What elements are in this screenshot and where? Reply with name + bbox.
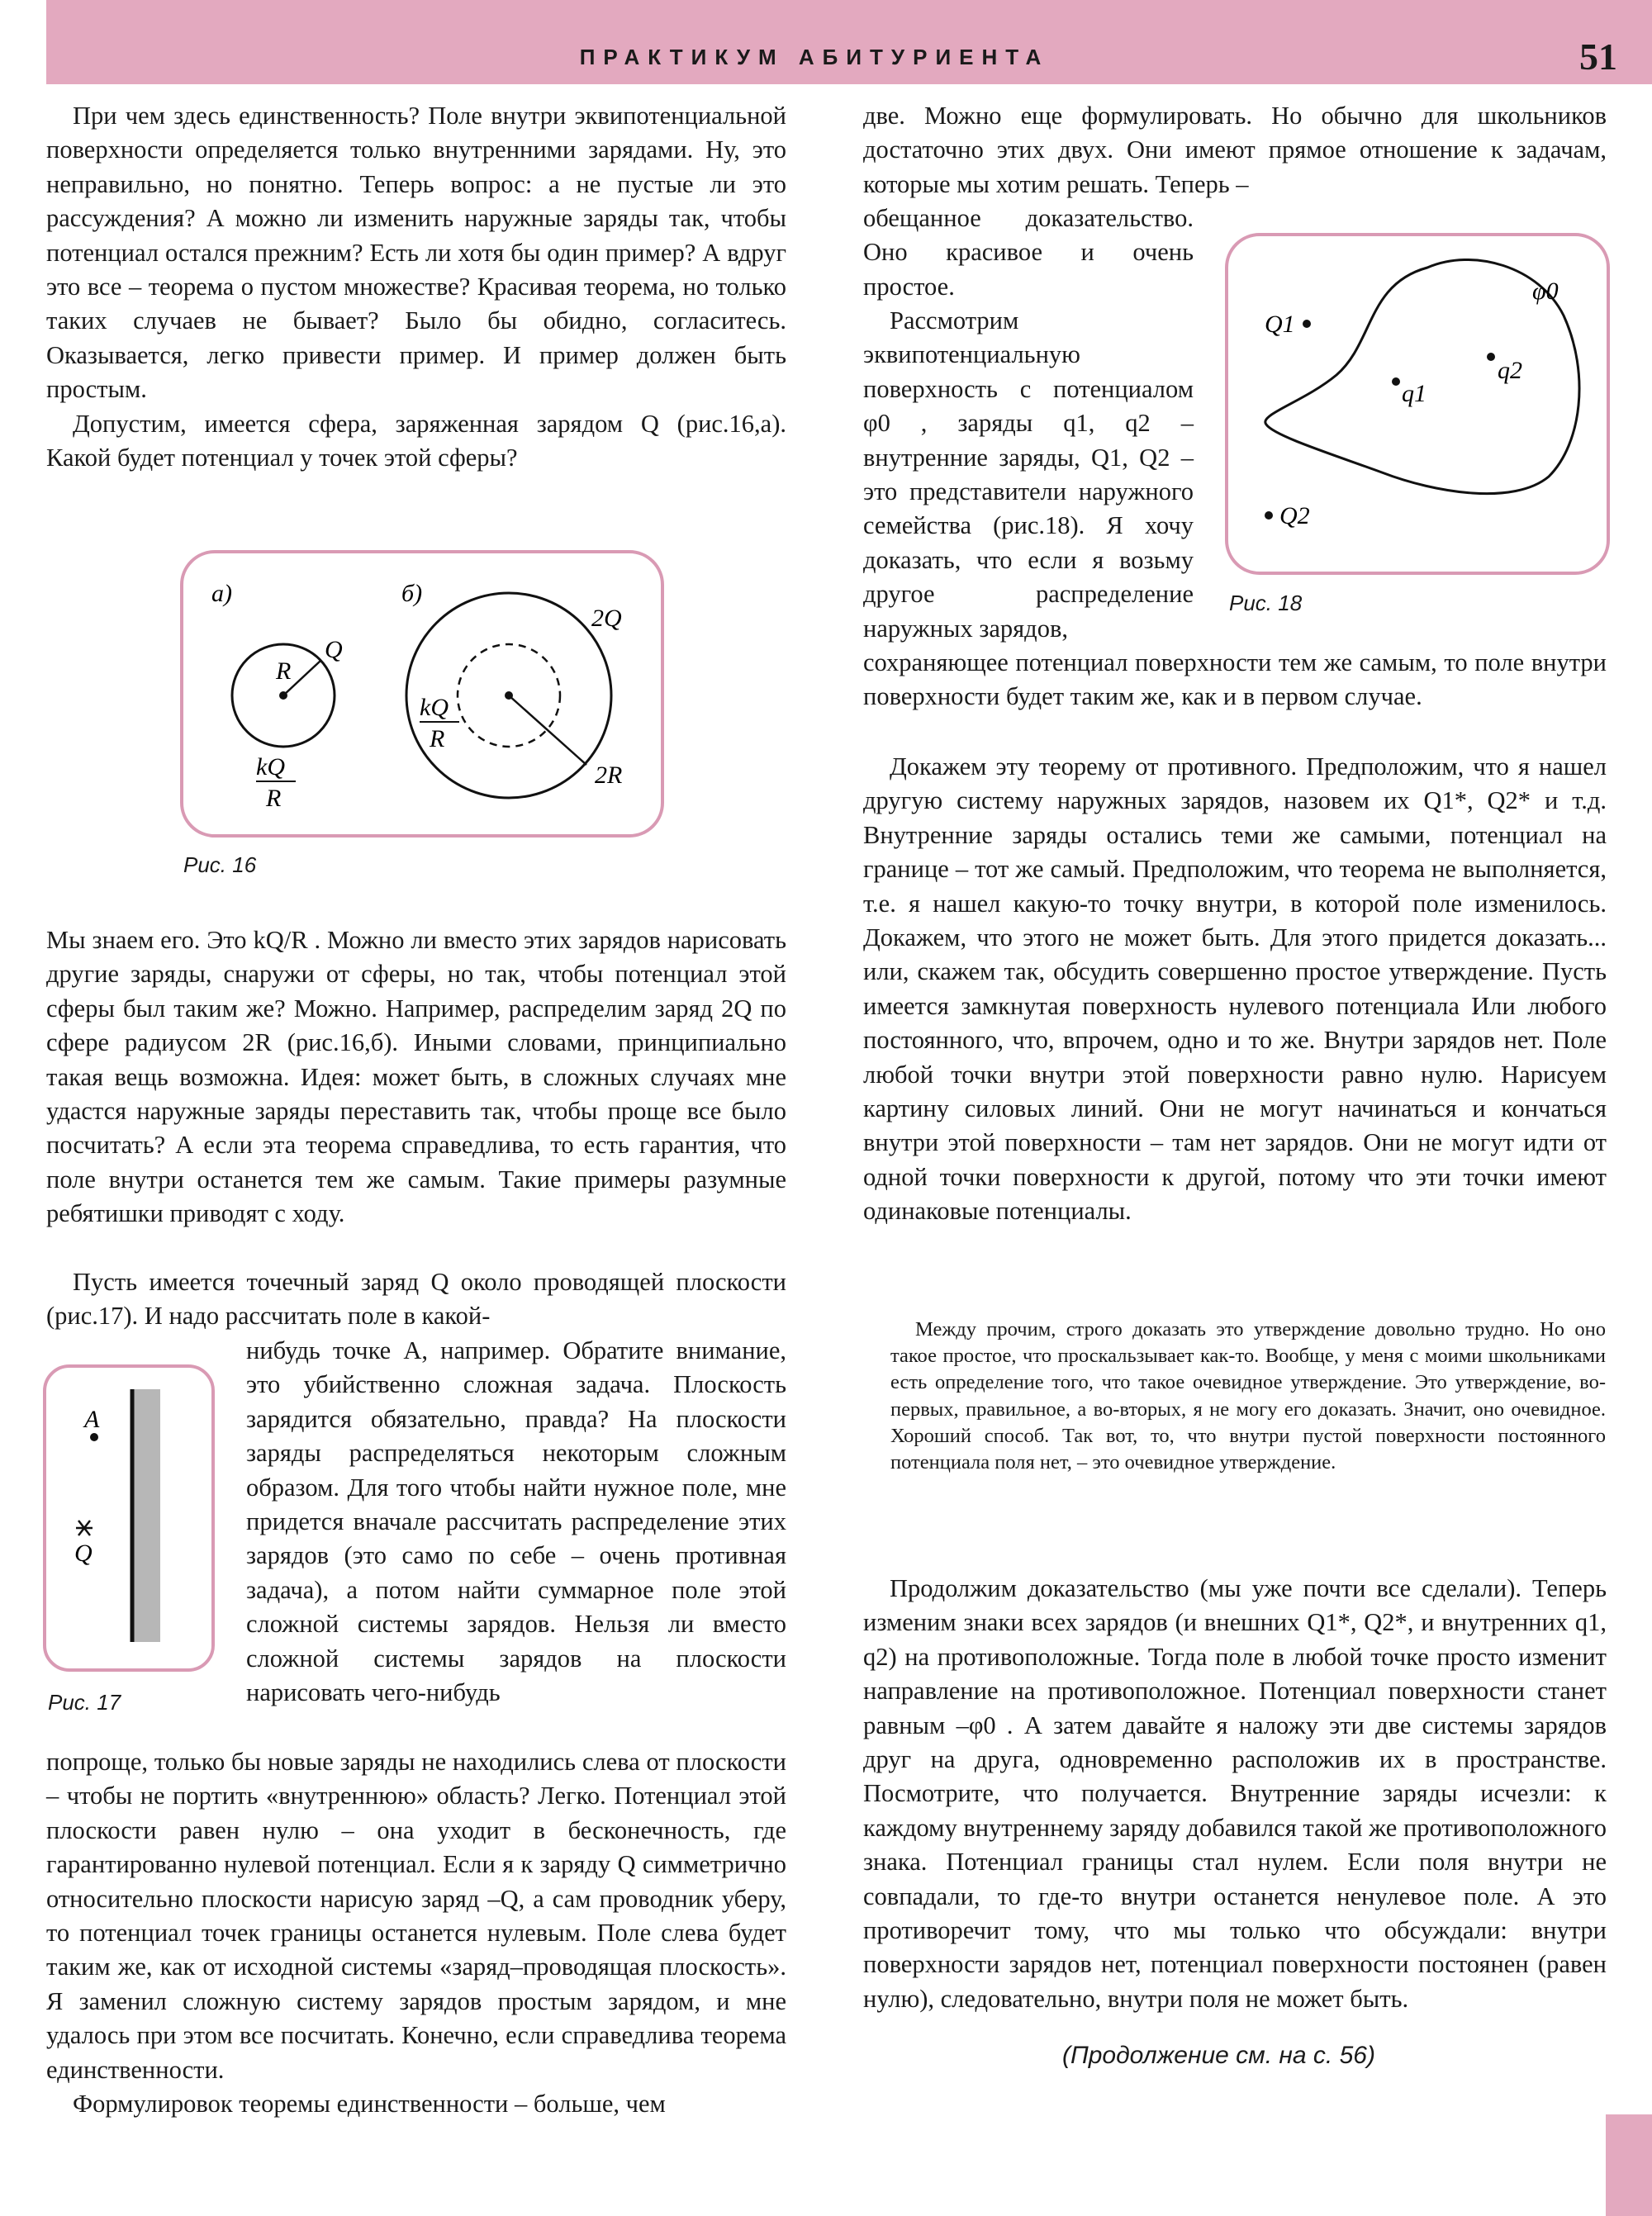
figure-17 bbox=[43, 1364, 215, 1672]
charge-Q1-label: Q1 bbox=[1265, 311, 1295, 338]
charge-star bbox=[76, 1521, 93, 1535]
radius-label: R bbox=[276, 657, 292, 685]
corner-tab bbox=[1606, 2114, 1652, 2216]
note-paragraph: Между прочим, строго доказать это утверждение довольно трудно. Но оно такое простое, что проскальзывает как-то. Вообще, у меня с моими школьниками есть определение того, что такое очевидное утверждение. Это утверждение, во-первых, правильное, а во-вторых, я не могу его доказать. Значит, оно очевидное. Хороший способ. Так вот, то, что внутри пустой поверхности постоянного потенциала поля нет, – это очевидное утверждение. bbox=[890, 1318, 1606, 1474]
radius-label: 2R bbox=[595, 762, 623, 789]
paragraph: сохраняющее потенциал поверхности тем же самым, то поле внутри поверхности будет таким же, как и в первом случае. bbox=[863, 648, 1607, 711]
paragraph: Мы знаем его. Это kQ/R . Можно ли вместо этих зарядов нарисовать другие заряды, снаружи от сферы, но так, чтобы потенциал этой сферы был таким же? Можно. Например, распределим заряд 2Q по сфере радиусом 2R (рис.16,б). Иными словами, принципиально такая вещь возможна. Идея: может быть, в сложных случаях мне удастся наружные заряды переставить так, чтобы проще все было посчитать? А если эта теорема справедлива, то есть гарантия, что поле внутри останется тем же самым. Такие примеры разумные ребятишки приводят с ходу. bbox=[46, 926, 786, 1228]
label-a: а) bbox=[211, 580, 232, 607]
paragraph: Докажем эту теорему от противного. Предположим, что я нашел другую систему наружных зарядов, назовем их Q1*, Q2* и т.д. Внутренние заряды остались теми же самыми, потенциал на границе – тот же самый. Предположим, что теорема не выполняется, т.е. я нашел какую-то точку внутри, в которой поле изменилось. Докажем, что этого не может быть. Для этого придется доказать... или, скажем так, обсудить совершенно простое утверждение. Пусть имеется замкнутая поверхность нулевого потенциала Или любого постоянного, что, впрочем, одно и то же. Внутри зарядов нет. Поле любой точки внутри этой поверхности равно нулю. Нарисуем картину силовых линий. Они не могут начинаться и кончаться внутри этой поверхности – там нет зарядов. Они не могут идти от одной точки поверхности к другой, потому что эти точки имеют одинаковые потенциалы. bbox=[863, 752, 1607, 1226]
continuation-note: (Продолжение см. на с. 56) bbox=[1062, 2042, 1375, 2069]
figure-16 bbox=[180, 550, 664, 839]
charge-Q2-label: Q2 bbox=[1279, 502, 1310, 529]
figure-17-caption: Рис. 17 bbox=[48, 1690, 121, 1715]
figure-16-caption: Рис. 16 bbox=[183, 852, 257, 877]
side-note bbox=[890, 1317, 1606, 1476]
figure-frame bbox=[45, 1366, 213, 1670]
point-a-label: A bbox=[84, 1406, 100, 1433]
kq-numerator: kQ bbox=[420, 694, 449, 721]
charge-q1-label: q1 bbox=[1402, 380, 1427, 407]
kq-denominator: R bbox=[430, 725, 445, 752]
kq-denominator: R bbox=[266, 785, 282, 812]
paragraph: две. Можно еще формулировать. Но обычно для школьников достаточно этих двух. Они имеют прямое отношение к задачам, которые мы хотим решать. Теперь – bbox=[863, 102, 1607, 198]
charge-label: Q bbox=[325, 636, 343, 663]
potential-label: φ0 bbox=[1532, 278, 1559, 305]
paragraph: Допустим, имеется сфера, заряженная зарядом Q (рис.16,а). Какой будет потенциал у точек этой сферы? bbox=[46, 409, 786, 472]
charge-q2-dot bbox=[1487, 353, 1495, 361]
left-column bbox=[46, 99, 786, 475]
radius-line bbox=[509, 695, 586, 765]
kq-numerator: kQ bbox=[256, 753, 285, 781]
charge-q2-label: q2 bbox=[1498, 357, 1522, 384]
charge-label: Q bbox=[74, 1540, 93, 1567]
figure-18-caption: Рис. 18 bbox=[1229, 591, 1303, 615]
charge-Q1-dot bbox=[1303, 320, 1311, 328]
paragraph: Рассмотрим эквипотенциальную поверхность с потенциалом φ0 , заряды q1, q2 – внутренние заряды, Q1, Q2 – это представители наружного семейства (рис.18). Я хочу доказать, что если я возьму другое распределение наружных зарядов, bbox=[863, 306, 1194, 643]
charge-Q2-dot bbox=[1265, 511, 1273, 520]
paragraph: Продолжим доказательство (мы уже почти все сделали). Теперь изменим знаки всех зарядов (и внешних Q1*, Q2*, и внутренних q1, q2) на противоположные. Тогда поле в любой точке просто изменит направление на противоположное. Потенциал поверхности станет равным –φ0 . А затем давайте я наложу эти две системы зарядов друг на друга, одновременно расположив их в пространстве. Посмотрите, что получается. Внутренние заряды исчезли: к каждому внутреннему заряду добавился такой же противоположного знака. Потенциал границы стал нулем. Если поля внутри не совпадали, то где-то внутри останется ненулевое поле. А это противоречит тому, что мы только что обсуждали: внутри поверхности зарядов нет, потенциал поверхности постоянен (равен нулю), следовательно, внутри поля не может быть. bbox=[863, 1574, 1607, 2013]
paragraph: обещанное доказательство. Оно красивое и очень простое. bbox=[863, 204, 1194, 301]
paragraph: Формулировок теоремы единственности – больше, чем bbox=[73, 2090, 666, 2118]
paragraph: При чем здесь единственность? Поле внутри эквипотенциальной поверхности определяется только внутренними зарядами. Ну, это неправильно, но понятно. Теперь вопрос: а не пустые ли это рассуждения? А можно ли изменить наружные заряды так, чтобы потенциал остался прежним? Есть ли хотя бы один пример? А вдруг это все – теорема о пустом множестве? Красивая теорема, но только таких случаев не бывает? Было бы обидно, согласитесь. Оказывается, легко привести пример. И пример должен быть простым. bbox=[46, 102, 786, 404]
charge-q1-dot bbox=[1392, 377, 1400, 386]
paragraph: попроще, только бы новые заряды не находились слева от плоскости – чтобы не портить «внутреннюю» область? Легко. Потенциал этой плоскости равен нулю – она уходит в бесконечность, где гарантированно нулевой потенциал. Если я к заряду Q симметрично относительно плоскости нарисую заряд –Q, а сам проводник уберу, то потенциал точек границы останется нулевым. Поле слева будет таким же, как от исходной системы «заряд–проводящая плоскость». Я заменил сложную систему зарядов простым зарядом, и мне удалось при этом все посчитать. Конечно, если справедлива теорема единственности. bbox=[46, 1748, 786, 2084]
paragraph: Пусть имеется точечный заряд Q около проводящей плоскости (рис.17). И надо рассчитать поле в какой- bbox=[46, 1268, 786, 1331]
page-number: 51 bbox=[1579, 36, 1617, 78]
page-header bbox=[46, 0, 1652, 84]
conducting-plate bbox=[132, 1389, 160, 1642]
paragraph: нибудь точке A, например. Обратите внимание, это убийственно сложная задача. Плоскость зарядится обязательно, правда? На плоскости заряды распределяться некоторым сложным образом. Для того чтобы найти нужное поле, мне придется вначале рассчитать распределение этих зарядов (это само по себе – очень противная задача), а потом найти суммарное поле этой сложной системы зарядов. Нельзя ли вместо сложной системы зарядов на плоскости нарисовать чего-нибудь bbox=[246, 1336, 786, 1707]
section-title: ПРАКТИКУМ АБИТУРИЕНТА bbox=[579, 45, 1050, 69]
charge-label: 2Q bbox=[591, 605, 622, 632]
label-b: б) bbox=[401, 580, 423, 607]
point-a-dot bbox=[90, 1433, 98, 1441]
figure-18 bbox=[1225, 233, 1610, 577]
